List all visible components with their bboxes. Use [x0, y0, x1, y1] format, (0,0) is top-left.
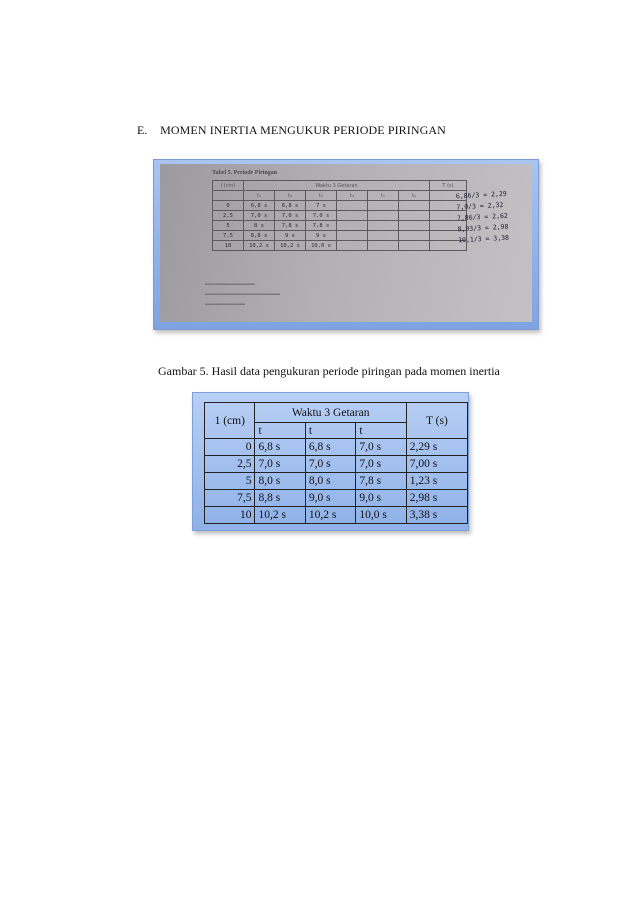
photo-header-waktu: Waktu 3 Getaran — [244, 181, 430, 191]
photo-row: 10 10,2 s 10,2 s 10,0 s — [213, 241, 467, 251]
photo-header-T: T (s) — [430, 181, 467, 191]
photo-table — [212, 180, 467, 251]
data-table — [204, 402, 468, 524]
subheader-t1: t — [255, 423, 305, 439]
faint-line: ▬▬▬▬▬▬▬▬ — [205, 302, 245, 307]
photo-row: 2,5 7,0 s 7,0 s 7,0 s — [213, 211, 467, 221]
photo-sub-2: t₂ — [275, 191, 306, 201]
photo-sub-6: t₆ — [399, 191, 430, 201]
table-row: 2,5 7,0 s 7,0 s 7,0 s 7,00 s — [205, 456, 468, 473]
photo-row: 0 6,8 s 6,8 s 7 s — [213, 201, 467, 211]
section-number: E. — [137, 123, 148, 137]
faint-line: ▬▬▬▬▬▬▬▬▬▬ — [205, 282, 255, 287]
subheader-t3: t — [356, 423, 406, 439]
photo-sub-3: t₃ — [306, 191, 337, 201]
table-row: 5 8,0 s 8,0 s 7,8 s 1,23 s — [205, 473, 468, 490]
section-heading — [137, 123, 446, 138]
photo-table-title: Tabel 5. Periode Piringan — [212, 170, 278, 176]
subheader-t2: t — [305, 423, 355, 439]
header-T: T (s) — [406, 403, 467, 439]
figure-caption: Gambar 5. Hasil data pengukuran periode piringan pada momen inertia — [158, 364, 500, 378]
photo-sub-4: t₄ — [337, 191, 368, 201]
photo-frame — [153, 159, 539, 330]
faint-line: ▬▬▬▬▬▬▬▬▬▬▬▬▬▬▬ — [205, 292, 280, 297]
table-row: 0 6,8 s 6,8 s 7,0 s 2,29 s — [205, 439, 468, 456]
table-row: 10 10,2 s 10,2 s 10,0 s 3,38 s — [205, 507, 468, 524]
photo-sub-1: t₁ — [244, 191, 275, 201]
data-table-frame — [192, 392, 469, 531]
handwritten-notes: 6,86/3 = 2,29 7,0/3 = 2,32 7,86/3 = 2,62 8,93/3 = 2,98 10,1/3 = 3,38 — [455, 189, 510, 245]
photo-header-l: l (cm) — [213, 181, 244, 191]
header-waktu: Waktu 3 Getaran — [255, 403, 406, 423]
photo-sub-5: t₅ — [368, 191, 399, 201]
photo-row: 7,5 8,8 s 9 s 9 s — [213, 231, 467, 241]
section-title: MOMEN INERTIA MENGUKUR PERIODE PIRINGAN — [160, 123, 446, 137]
photo-row: 5 8 s 7,8 s 7,8 s — [213, 221, 467, 231]
handwritten-table-photo — [160, 164, 532, 322]
header-l: 1 (cm) — [205, 403, 255, 439]
table-row: 7,5 8,8 s 9,0 s 9,0 s 2,98 s — [205, 490, 468, 507]
